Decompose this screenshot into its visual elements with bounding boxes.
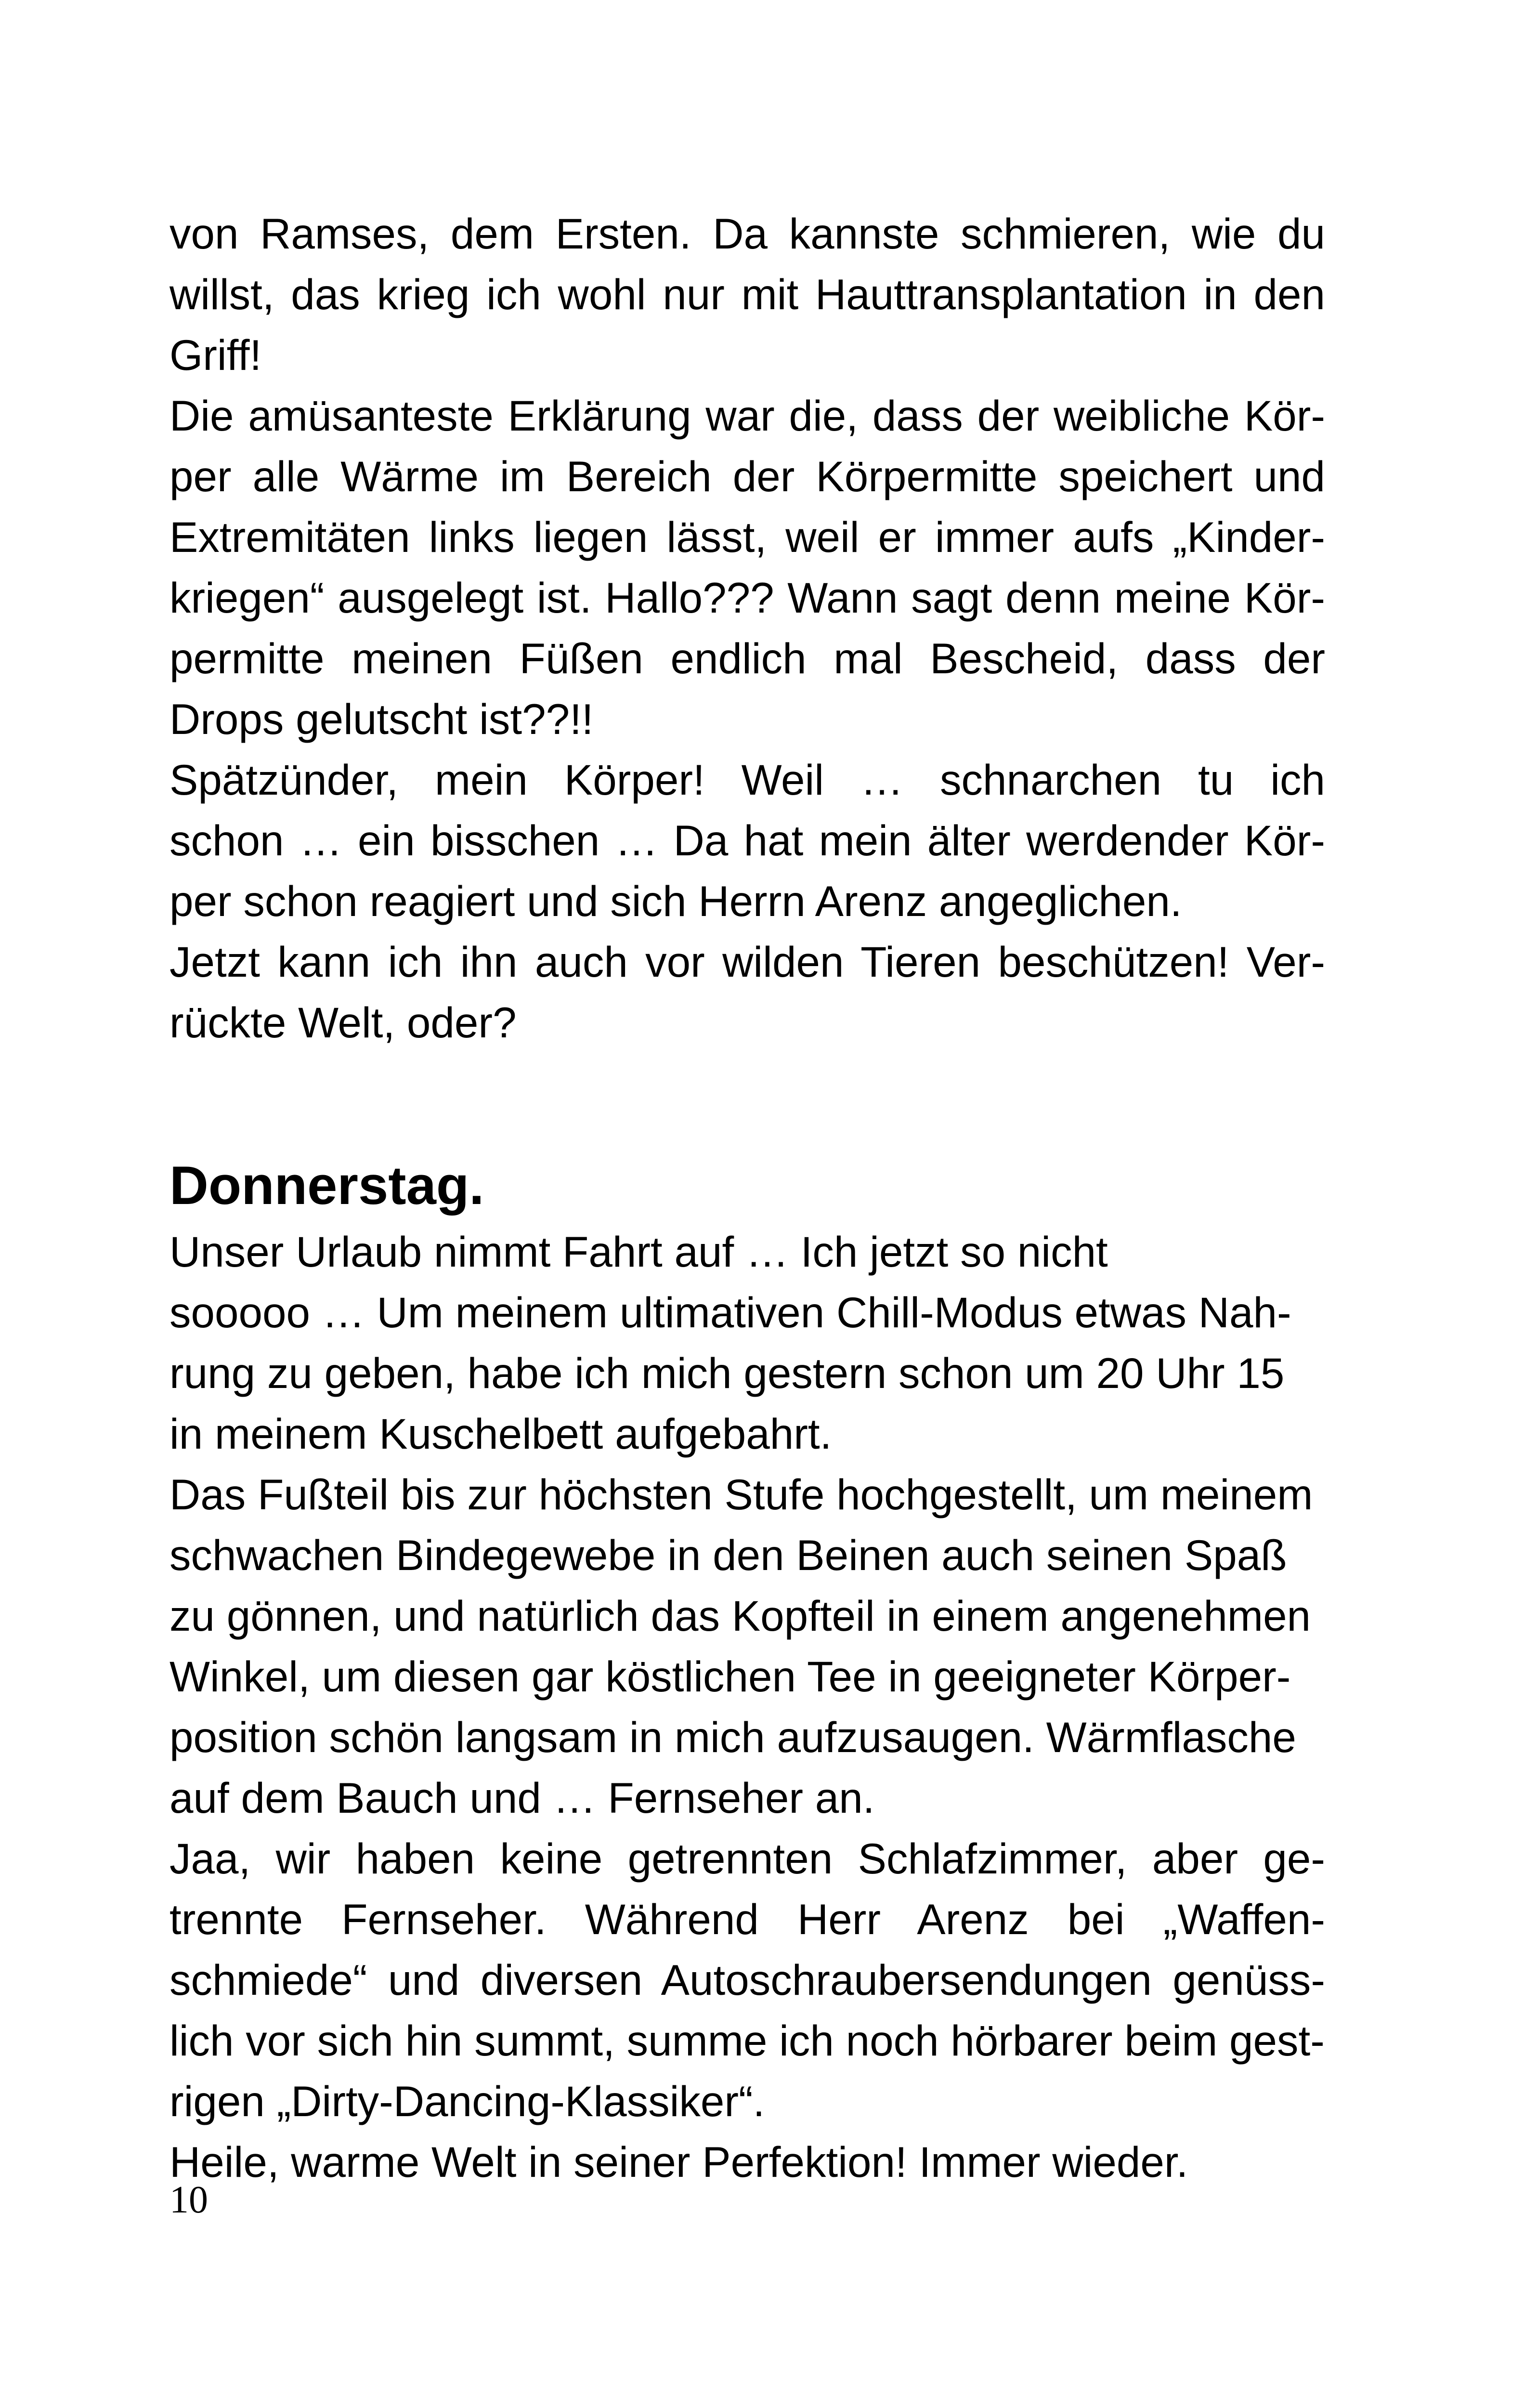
- text-line: schwachen Bindegewebe in den Beinen auch seinen Spaß: [169, 1531, 1287, 1579]
- text-line: in meinem Kuschelbett aufgebahrt.: [169, 1410, 832, 1458]
- text-line: sooooo … Um meinem ultimativen Chill-Modus etwas Nah-: [169, 1288, 1291, 1336]
- text-line: rückte Welt, oder?: [169, 998, 517, 1047]
- text-line: per schon reagiert und sich Herrn Arenz angeglichen.: [169, 877, 1182, 925]
- text-line: kriegen“ ausgelegt ist. Hallo??? Wann sagt denn meine Kör-: [169, 574, 1325, 622]
- text-line: Heile, warme Welt in seiner Perfektion! Immer wieder.: [169, 2138, 1188, 2186]
- text-line: rigen „Dirty-Dancing-Klassiker“.: [169, 2077, 765, 2125]
- text-line: position schön langsam in mich aufzusaugen. Wärmflasche: [169, 1713, 1296, 1761]
- text-line: lich vor sich hin summt, summe ich noch hörbarer beim gest-: [169, 2016, 1325, 2065]
- chapter-heading: Donnerstag.: [169, 1155, 484, 1216]
- text-line: Die amüsanteste Erklärung war die, dass der weibliche Kör-: [169, 392, 1325, 440]
- text-line: schon … ein bisschen … Da hat mein älter werdender Kör-: [169, 816, 1325, 864]
- text-line: Spätzünder, mein Körper! Weil … schnarchen tu ich: [169, 756, 1325, 804]
- text-line: schmiede“ und diversen Autoschraubersendungen genüss-: [169, 1956, 1325, 2004]
- text-line: rung zu geben, habe ich mich gestern schon um 20 Uhr 15: [169, 1349, 1285, 1397]
- text-line: Winkel, um diesen gar köstlichen Tee in geeigneter Körper-: [169, 1652, 1291, 1701]
- text-line: Griff!: [169, 331, 262, 379]
- text-line: auf dem Bauch und … Fernseher an.: [169, 1774, 875, 1822]
- text-line: Unser Urlaub nimmt Fahrt auf … Ich jetzt so nicht: [169, 1228, 1108, 1276]
- paragraph-block-top: [169, 203, 1325, 1053]
- text-line: Das Fußteil bis zur höchsten Stufe hochgestellt, um meinem: [169, 1470, 1313, 1518]
- text-line: zu gönnen, und natürlich das Kopfteil in einem angenehmen: [169, 1592, 1311, 1640]
- text-line: permitte meinen Füßen endlich mal Bescheid, dass der: [169, 634, 1325, 682]
- text-line: trennte Fernseher. Während Herr Arenz bei „Waffen-: [169, 1895, 1325, 1943]
- text-line: Drops gelutscht ist??!!: [169, 695, 594, 743]
- text-line: Jetzt kann ich ihn auch vor wilden Tieren beschützen! Ver-: [169, 938, 1325, 986]
- text-line: willst, das krieg ich wohl nur mit Hauttransplantation in den: [169, 270, 1325, 318]
- text-line: per alle Wärme im Bereich der Körpermitte speichert und: [169, 452, 1325, 500]
- text-line: von Ramses, dem Ersten. Da kannste schmieren, wie du: [169, 209, 1325, 258]
- text-line: Jaa, wir haben keine getrennten Schlafzimmer, aber ge-: [169, 1834, 1325, 1883]
- text-line: Extremitäten links liegen lässt, weil er immer aufs „Kinder-: [169, 513, 1325, 561]
- page-number: 10: [169, 2179, 208, 2221]
- paragraph-block-chapter: [169, 1221, 1325, 2192]
